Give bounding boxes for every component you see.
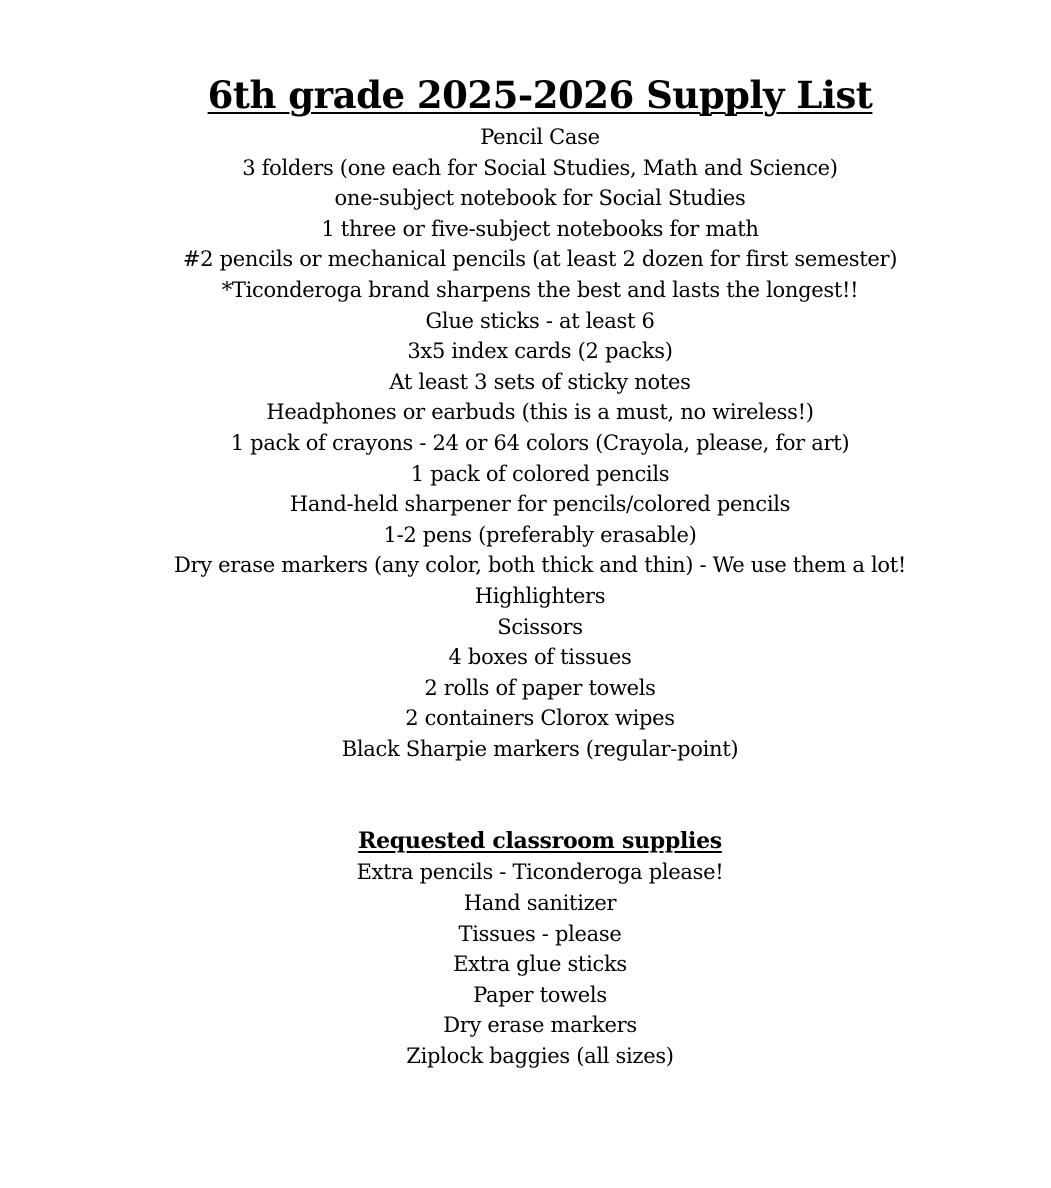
supply-item: Scissors [497, 614, 583, 639]
supply-item: 4 boxes of tissues [448, 645, 632, 670]
supply-item: 1-2 pens (preferably erasable) [383, 522, 697, 547]
requested-item: Ziplock baggies (all sizes) [406, 1044, 674, 1069]
supply-item: Dry erase markers (any color, both thick and thin) - We use them a lot! [173, 553, 907, 578]
requested-item: Hand sanitizer [463, 891, 617, 916]
supply-item: Black Sharpie markers (regular-point) [341, 736, 739, 761]
requested-item: Dry erase markers [443, 1013, 637, 1038]
supply-item: #2 pencils or mechanical pencils (at least 2 dozen for first semester) [182, 247, 898, 272]
supply-item: Pencil Case [480, 125, 600, 149]
supply-item: one-subject notebook for Social Studies [334, 186, 746, 211]
supply-item: 1 three or five-subject notebooks for math [321, 216, 759, 241]
requested-item: Tissues - please [458, 921, 622, 946]
supply-item: Headphones or earbuds (this is a must, no wireless!) [266, 400, 814, 425]
requested-item: Paper towels [473, 982, 607, 1007]
section-spacer [30, 764, 1050, 825]
supply-list [30, 122, 1050, 764]
supply-item: 1 pack of colored pencils [410, 461, 670, 486]
supply-item: At least 3 sets of sticky notes [389, 369, 691, 394]
document-content [30, 68, 1050, 1072]
supply-item: 3 folders (one each for Social Studies, Math and Science) [242, 155, 838, 180]
supply-item: *Ticonderoga brand sharpens the best and lasts the longest!! [221, 277, 859, 302]
page-title: 6th grade 2025-2026 Supply List [207, 73, 873, 117]
supply-item: 2 containers Clorox wipes [405, 706, 675, 731]
supply-item: 1 pack of crayons - 24 or 64 colors (Crayola, please, for art) [230, 430, 850, 455]
requested-supplies-heading: Requested classroom supplies [358, 828, 722, 855]
supply-item: 2 rolls of paper towels [424, 675, 656, 700]
supply-item: Highlighters [474, 583, 606, 608]
requested-item: Extra glue sticks [453, 952, 627, 977]
supply-item: 3x5 index cards (2 packs) [407, 339, 673, 364]
supply-item: Glue sticks - at least 6 [425, 308, 655, 333]
supply-item: Hand-held sharpener for pencils/colored pencils [289, 492, 791, 517]
requested-supplies-list [30, 857, 1050, 1071]
requested-item: Extra pencils - Ticonderoga please! [356, 860, 724, 885]
